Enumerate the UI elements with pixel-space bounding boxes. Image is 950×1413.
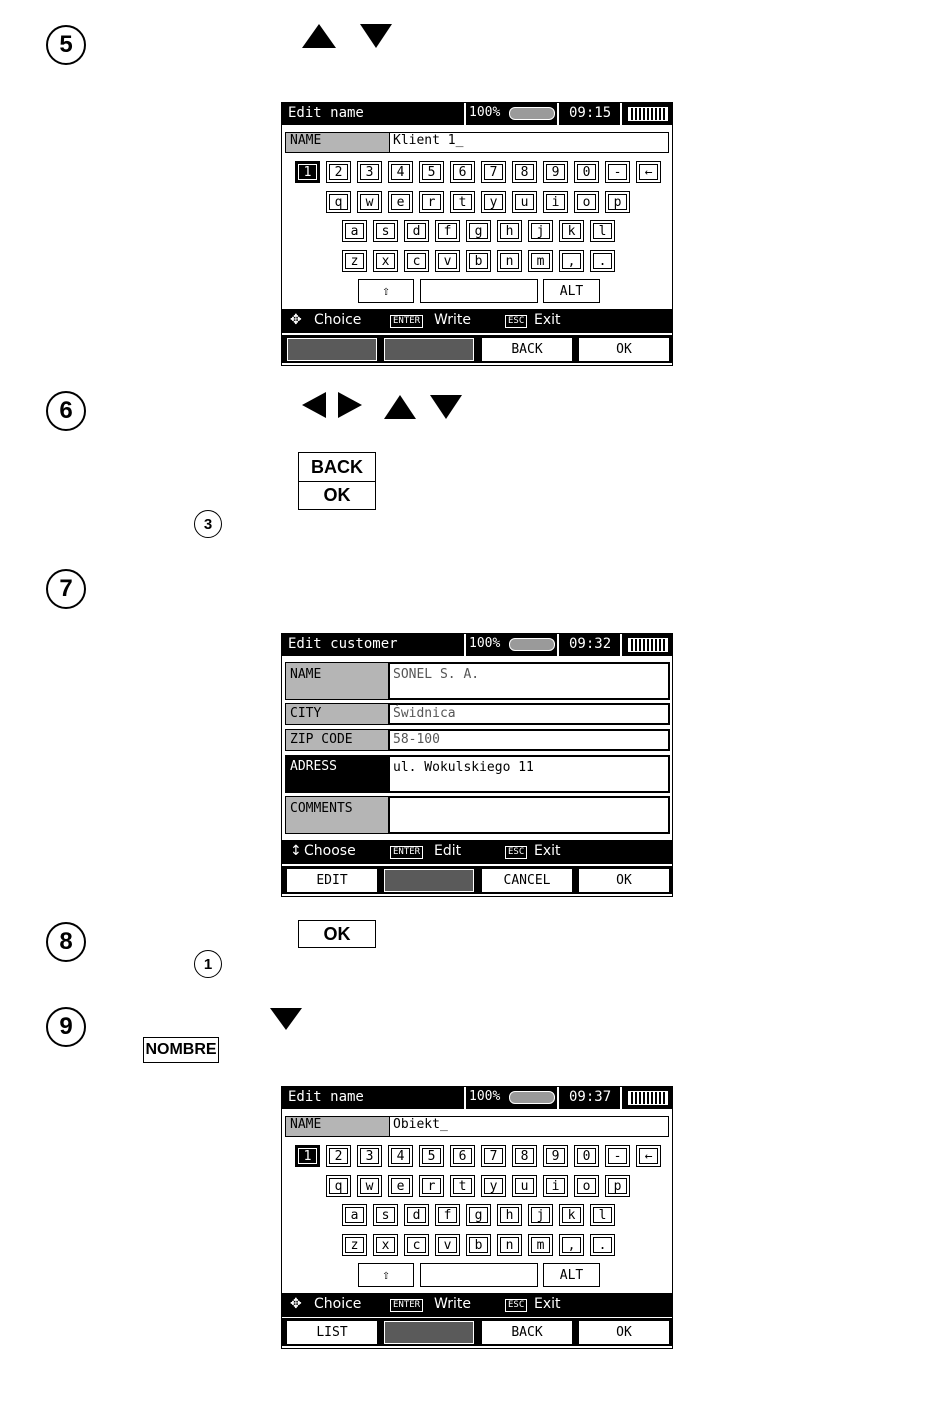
keyboard-key[interactable]: 3 (357, 1145, 382, 1167)
keyboard-key[interactable]: k (559, 220, 584, 242)
comments-input[interactable] (388, 796, 670, 834)
esc-key-icon: ESC (505, 315, 527, 328)
device-screen-edit-name (281, 1086, 673, 1349)
keyboard-key[interactable]: i (543, 1175, 568, 1197)
back-key-label: BACK (298, 452, 376, 482)
enter-key-icon: ENTER (390, 846, 423, 859)
softkey-2[interactable] (384, 1321, 474, 1344)
keyboard-key[interactable]: z (342, 1234, 367, 1256)
keyboard-key[interactable]: f (435, 220, 460, 242)
customer-name-input[interactable]: SONEL S. A. (388, 662, 670, 700)
keyboard-key[interactable]: r (419, 1175, 444, 1197)
softkey-1[interactable] (287, 338, 377, 361)
keyboard-key[interactable]: 2 (326, 1145, 351, 1167)
help-nav: Choose (304, 843, 356, 859)
step-number: 9 (46, 1007, 86, 1047)
step-number: 5 (46, 25, 86, 65)
navigate-icon: ✥ (290, 312, 302, 328)
keyboard-key[interactable]: e (388, 1175, 413, 1197)
screen-title: Edit name (288, 105, 364, 121)
name-input[interactable]: Klient 1_ (389, 132, 669, 153)
city-label: CITY (285, 703, 390, 725)
keyboard-key[interactable]: p (605, 191, 630, 213)
keyboard-key[interactable]: y (481, 191, 506, 213)
help-enter: Write (434, 312, 471, 328)
keyboard-key[interactable]: 0 (574, 161, 599, 183)
help-nav: Choice (314, 312, 362, 328)
address-input[interactable]: ul. Wokulskiego 11 (388, 755, 670, 793)
keyboard-key[interactable]: g (466, 220, 491, 242)
battery-bar-icon (509, 638, 555, 651)
enter-key-icon: ENTER (390, 315, 423, 328)
navigate-icon: ✥ (290, 1296, 302, 1312)
softkey-row (282, 866, 672, 894)
zip-code-label: ZIP CODE (285, 729, 390, 751)
arrow-down-icon (270, 1008, 302, 1030)
name-field-label: NAME (285, 132, 390, 153)
help-esc: Exit (534, 843, 561, 859)
keyboard-key[interactable]: 3 (357, 161, 382, 183)
shift-key[interactable]: ⇧ (358, 279, 414, 303)
keyboard-key[interactable]: a (342, 1204, 367, 1226)
address-label: ADRESS (285, 755, 390, 793)
up-down-icon: ↕ (290, 843, 302, 859)
keyboard-key[interactable]: o (574, 1175, 599, 1197)
keyboard-key[interactable]: w (357, 191, 382, 213)
keyboard-key[interactable]: l (590, 1204, 615, 1226)
clock: 09:32 (557, 634, 619, 656)
keyboard-key[interactable]: 6 (450, 1145, 475, 1167)
keyboard-key[interactable]: t (450, 191, 475, 213)
help-enter: Edit (434, 843, 462, 859)
customer-name-label: NAME (285, 662, 390, 700)
keyboard-key[interactable]: x (373, 1234, 398, 1256)
battery-bar-icon (509, 1091, 555, 1104)
keyboard-key[interactable]: q (326, 191, 351, 213)
city-input[interactable]: Świdnica (388, 703, 670, 725)
ok-button[interactable]: OK (579, 1321, 669, 1344)
help-esc: Exit (534, 1296, 561, 1312)
title-bar (282, 1087, 672, 1109)
keyboard-key[interactable]: 8 (512, 161, 537, 183)
keyboard-key[interactable]: ← (636, 161, 661, 183)
arrow-left-icon (302, 392, 326, 418)
help-bar (282, 309, 672, 333)
help-esc: Exit (534, 312, 561, 328)
list-button[interactable]: LIST (287, 1321, 377, 1344)
ok-key-label: OK (298, 481, 376, 510)
keyboard-key[interactable]: c (404, 250, 429, 272)
keyboard-key[interactable]: a (342, 220, 367, 242)
screen-title: Edit customer (288, 636, 398, 652)
keyboard-key[interactable]: 2 (326, 161, 351, 183)
keyboard-key[interactable]: x (373, 250, 398, 272)
help-enter: Write (434, 1296, 471, 1312)
keyboard-key[interactable]: s (373, 220, 398, 242)
battery-indicator: 100% (464, 103, 556, 125)
step-number: 8 (46, 922, 86, 962)
back-button[interactable]: BACK (482, 338, 572, 361)
enter-key-icon: ENTER (390, 1299, 423, 1312)
cancel-button[interactable]: CANCEL (482, 869, 572, 892)
keyboard-key[interactable]: , (559, 1234, 584, 1256)
step-number: 7 (46, 569, 86, 609)
keyboard-key[interactable]: 7 (481, 1145, 506, 1167)
title-bar (282, 103, 672, 125)
help-nav: Choice (314, 1296, 362, 1312)
keyboard-key[interactable]: . (590, 1234, 615, 1256)
keyboard-key[interactable]: y (481, 1175, 506, 1197)
ok-button[interactable]: OK (579, 338, 669, 361)
back-button[interactable]: BACK (482, 1321, 572, 1344)
keyboard-key[interactable]: 8 (512, 1145, 537, 1167)
keyboard-key[interactable]: ← (636, 1145, 661, 1167)
keyboard-key[interactable]: o (574, 191, 599, 213)
keyboard-key[interactable]: i (543, 191, 568, 213)
virtual-keyboard (282, 161, 672, 311)
title-bar (282, 634, 672, 656)
keyboard-key[interactable]: b (466, 1234, 491, 1256)
keyboard-key[interactable]: d (404, 1204, 429, 1226)
keyboard-key[interactable]: 1 (295, 1145, 320, 1167)
power-icon (620, 103, 672, 125)
keyboard-key[interactable]: j (528, 220, 553, 242)
device-screen-edit-name (281, 102, 673, 366)
keyboard-key[interactable]: k (559, 1204, 584, 1226)
keyboard-key[interactable]: m (528, 250, 553, 272)
keyboard-key[interactable]: 5 (419, 161, 444, 183)
keyboard-key[interactable]: r (419, 191, 444, 213)
keyboard-key[interactable]: t (450, 1175, 475, 1197)
keyboard-key[interactable]: g (466, 1204, 491, 1226)
step-reference: 3 (194, 510, 222, 538)
softkey-2[interactable] (384, 338, 474, 361)
keyboard-key[interactable]: e (388, 191, 413, 213)
keyboard-key[interactable]: u (512, 191, 537, 213)
clock: 09:37 (557, 1087, 619, 1109)
keyboard-key[interactable]: 0 (574, 1145, 599, 1167)
ok-key-label: OK (298, 920, 376, 948)
space-key[interactable] (420, 279, 538, 303)
power-icon (620, 634, 672, 656)
keyboard-key[interactable]: - (605, 161, 630, 183)
keyboard-key[interactable]: n (497, 1234, 522, 1256)
step-number: 6 (46, 391, 86, 431)
keyboard-key[interactable]: d (404, 220, 429, 242)
keyboard-key[interactable]: - (605, 1145, 630, 1167)
keyboard-key[interactable]: u (512, 1175, 537, 1197)
battery-indicator: 100% (464, 634, 556, 656)
keyboard-key[interactable]: 4 (388, 161, 413, 183)
keyboard-key[interactable]: v (435, 1234, 460, 1256)
keyboard-key[interactable]: f (435, 1204, 460, 1226)
keyboard-key[interactable]: q (326, 1175, 351, 1197)
step-reference: 1 (194, 950, 222, 978)
keyboard-key[interactable]: b (466, 250, 491, 272)
keyboard-key[interactable]: 5 (419, 1145, 444, 1167)
zip-code-input[interactable]: 58-100 (388, 729, 670, 751)
keyboard-key[interactable]: 6 (450, 161, 475, 183)
keyboard-key[interactable]: s (373, 1204, 398, 1226)
keyboard-key[interactable]: v (435, 250, 460, 272)
screen-title: Edit name (288, 1089, 364, 1105)
arrow-up-icon (302, 24, 336, 48)
keyboard-key[interactable]: 9 (543, 1145, 568, 1167)
esc-key-icon: ESC (505, 1299, 527, 1312)
shift-key[interactable]: ⇧ (358, 1263, 414, 1287)
softkey-row (282, 1318, 672, 1346)
keyboard-key[interactable]: p (605, 1175, 630, 1197)
keyboard-key[interactable]: m (528, 1234, 553, 1256)
edit-button[interactable]: EDIT (287, 869, 377, 892)
keyboard-key[interactable]: l (590, 220, 615, 242)
keyboard-key[interactable]: w (357, 1175, 382, 1197)
battery-bar-icon (509, 107, 555, 120)
virtual-keyboard (282, 1145, 672, 1295)
keyboard-key[interactable]: 7 (481, 161, 506, 183)
softkey-2[interactable] (384, 869, 474, 892)
clock: 09:15 (557, 103, 619, 125)
nombre-field-label: NOMBRE (143, 1037, 219, 1063)
keyboard-key[interactable]: 1 (295, 161, 320, 183)
help-bar (282, 1293, 672, 1317)
space-key[interactable] (420, 1263, 538, 1287)
arrow-right-icon (338, 392, 362, 418)
keyboard-key[interactable]: c (404, 1234, 429, 1256)
alt-key[interactable]: ALT (543, 279, 600, 303)
help-bar (282, 840, 672, 864)
arrow-down-icon (430, 395, 462, 419)
keyboard-key[interactable]: h (497, 220, 522, 242)
battery-indicator: 100% (464, 1087, 556, 1109)
keyboard-key[interactable]: n (497, 250, 522, 272)
keyboard-key[interactable]: j (528, 1204, 553, 1226)
keyboard-key[interactable]: 9 (543, 161, 568, 183)
arrow-down-icon (360, 24, 392, 48)
power-icon (620, 1087, 672, 1109)
ok-button[interactable]: OK (579, 869, 669, 892)
keyboard-key[interactable]: h (497, 1204, 522, 1226)
name-input[interactable]: Obiekt_ (389, 1116, 669, 1137)
device-screen-edit-customer (281, 633, 673, 897)
keyboard-key[interactable]: . (590, 250, 615, 272)
keyboard-key[interactable]: 4 (388, 1145, 413, 1167)
arrow-up-icon (384, 395, 416, 419)
comments-label: COMMENTS (285, 796, 390, 834)
name-field-label: NAME (285, 1116, 390, 1137)
keyboard-key[interactable]: , (559, 250, 584, 272)
alt-key[interactable]: ALT (543, 1263, 600, 1287)
keyboard-key[interactable]: z (342, 250, 367, 272)
softkey-row (282, 335, 672, 363)
esc-key-icon: ESC (505, 846, 527, 859)
